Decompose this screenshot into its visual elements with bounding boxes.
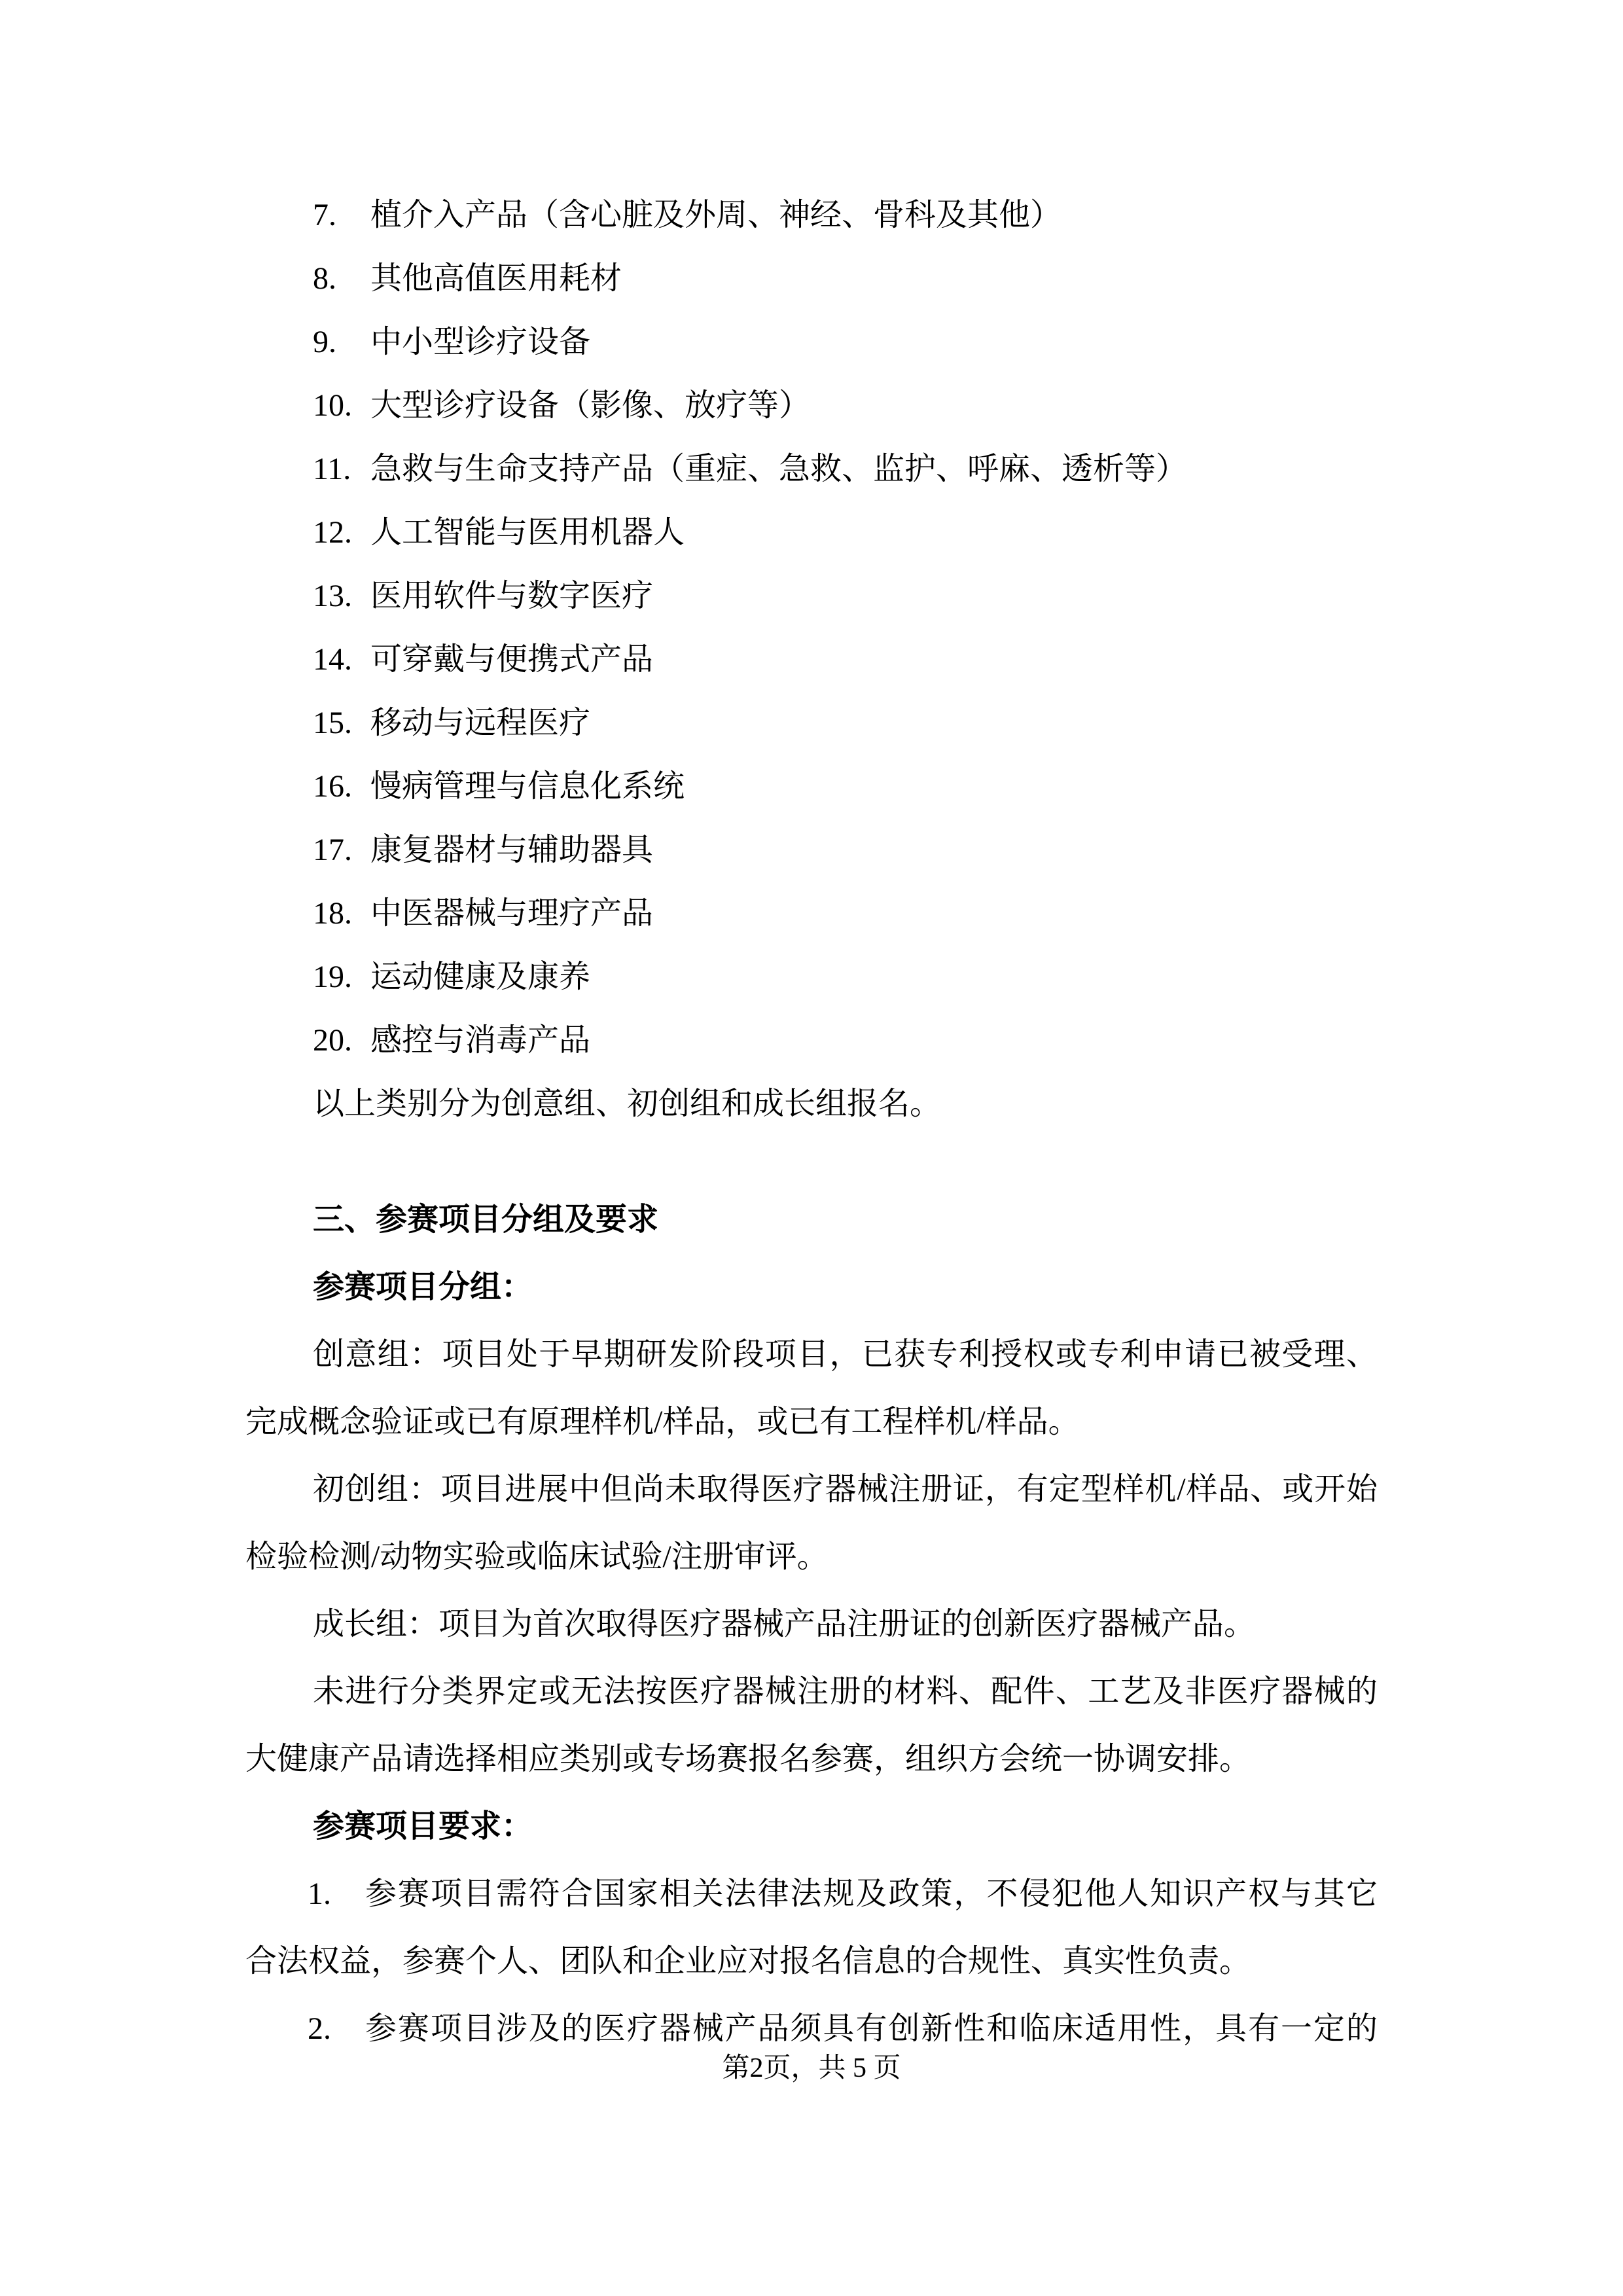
list-item (245, 183, 1378, 247)
list-item-number: 17. (313, 833, 352, 867)
requirement-text: 参赛项目涉及的医疗器械产品须具有创新性和临床适用性，具有一定的 (364, 2011, 1378, 2046)
list-item-number: 16. (313, 769, 352, 804)
list-item-text: 急救与生命支持产品（重症、急救、监护、呼麻、透析等） (370, 452, 1188, 486)
list-item-number: 20. (313, 1023, 352, 1058)
list-item (245, 818, 1378, 882)
grouping-label: 参赛项目分组： (313, 1270, 533, 1304)
list-item-number: 8. (313, 261, 336, 296)
list-item-text: 植介入产品（含心脏及外周、神经、骨科及其他） (370, 198, 1062, 232)
list-item-text: 感控与消毒产品 (370, 1023, 591, 1058)
list-item-number: 14. (313, 642, 352, 677)
list-item-text: 人工智能与医用机器人 (370, 515, 685, 550)
list-item-text: 中医器械与理疗产品 (370, 896, 654, 931)
closing-line: 以上类别分为创意组、初创组和成长组报名。 (313, 1086, 942, 1121)
paragraph-line: 检验检测/动物实验或临床试验/注册审评。 (245, 1539, 829, 1574)
requirement-text: 参赛项目需符合国家相关法律法规及政策，不侵犯他人知识产权与其它 (364, 1876, 1378, 1911)
list-item (245, 755, 1378, 818)
list-item-text: 运动健康及康养 (370, 960, 591, 994)
list-item-number: 9. (313, 325, 336, 359)
list-item (245, 628, 1378, 691)
section-heading: 三、参赛项目分组及要求 (313, 1202, 659, 1237)
requirements-label: 参赛项目要求： (313, 1809, 533, 1844)
list-item-text: 医用软件与数字医疗 (370, 579, 654, 613)
paragraph-line: 创意组：项目处于早期研发阶段项目，已获专利授权或专利申请已被受理、 (313, 1337, 1378, 1372)
list-item (245, 1009, 1378, 1072)
list-item-text: 移动与远程医疗 (370, 706, 591, 740)
list-item-text: 中小型诊疗设备 (370, 325, 591, 359)
requirement-line (245, 1860, 1378, 1928)
requirement-line (245, 1995, 1378, 2062)
list-item-number: 11. (313, 452, 351, 486)
page-number-footer: 第2页，共 5 页 (722, 2053, 901, 2083)
requirement-line: 合法权益，参赛个人、团队和企业应对报名信息的合规性、真实性负责。 (245, 1944, 1251, 1979)
list-item (245, 882, 1378, 945)
list-item-number: 12. (313, 515, 352, 550)
list-item-number: 10. (313, 388, 352, 423)
paragraph-line: 完成概念验证或已有原理样机/样品，或已有工程样机/样品。 (245, 1405, 1080, 1439)
list-item (245, 564, 1378, 628)
list-item (245, 691, 1378, 755)
list-item-text: 其他高值医用耗材 (370, 261, 622, 296)
requirement-number: 2. (308, 2011, 331, 2046)
paragraph-line: 大健康产品请选择相应类别或专场赛报名参赛，组织方会统一协调安排。 (245, 1742, 1251, 1776)
list-item (245, 437, 1378, 501)
list-item (245, 310, 1378, 374)
list-item (245, 374, 1378, 437)
list-item (245, 247, 1378, 310)
document-body (245, 183, 1378, 2062)
requirement-number: 1. (308, 1876, 331, 1911)
paragraph-line: 成长组：项目为首次取得医疗器械产品注册证的创新医疗器械产品。 (313, 1607, 1256, 1641)
paragraph-line: 未进行分类界定或无法按医疗器械注册的材料、配件、工艺及非医疗器械的 (313, 1674, 1378, 1709)
list-item-number: 18. (313, 896, 352, 931)
list-item-number: 15. (313, 706, 352, 740)
list-item-number: 19. (313, 960, 352, 994)
list-item-number: 13. (313, 579, 352, 613)
list-item-text: 可穿戴与便携式产品 (370, 642, 654, 677)
paragraph-line: 初创组：项目进展中但尚未取得医疗器械注册证，有定型样机/样品、或开始 (313, 1472, 1378, 1507)
list-item-text: 康复器材与辅助器具 (370, 833, 654, 867)
list-item-number: 7. (313, 198, 336, 232)
list-item-text: 慢病管理与信息化系统 (370, 769, 685, 804)
list-item (245, 501, 1378, 564)
list-item (245, 945, 1378, 1009)
list-item-text: 大型诊疗设备（影像、放疗等） (370, 388, 811, 423)
